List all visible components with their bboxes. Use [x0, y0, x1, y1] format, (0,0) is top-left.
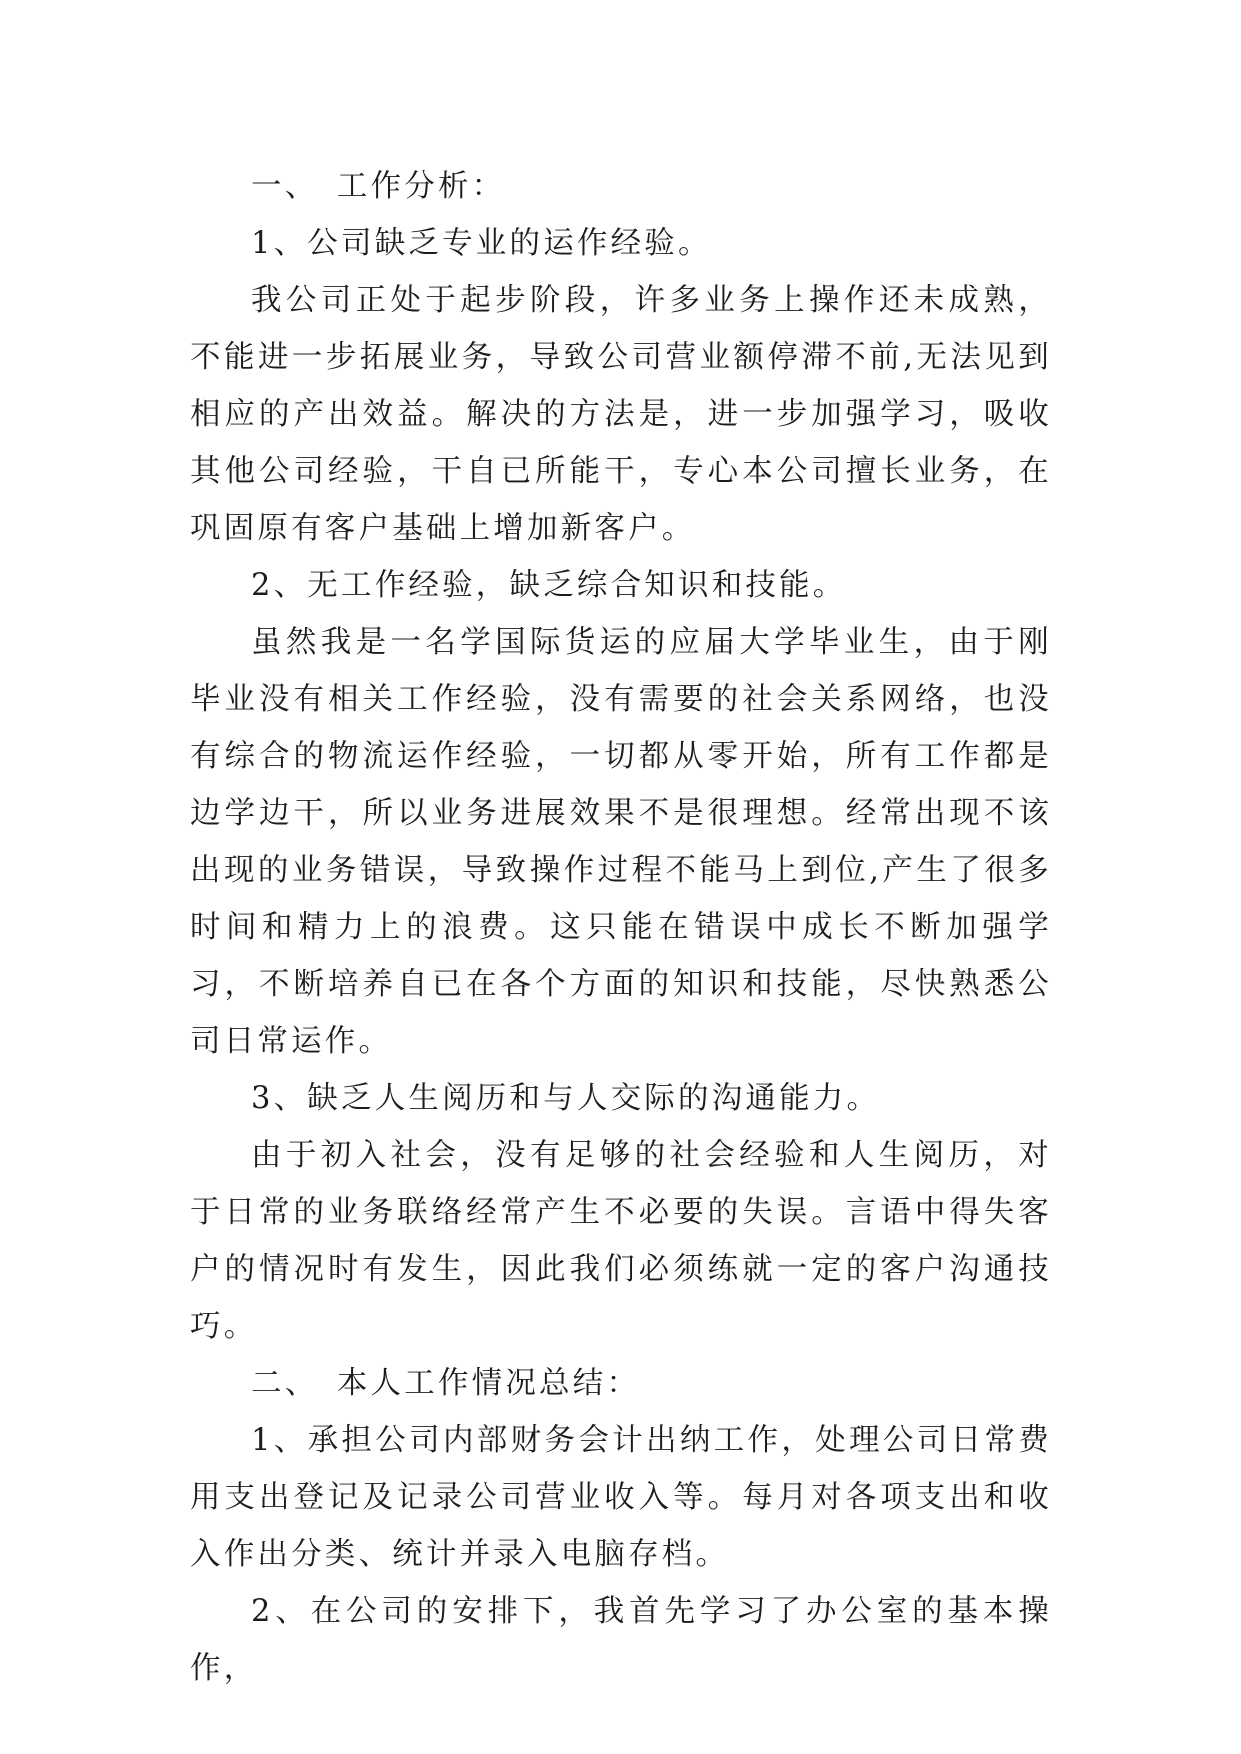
paragraph-finance-duties: 1、承担公司内部财务会计出纳工作，处理公司日常费用支出登记及记录公司营业收入等。每月对各项支出和收入作出分类、统计并录入电脑存档。 — [190, 1423, 1052, 1572]
section-heading-work-summary: 二、 本人工作情况总结： — [251, 1366, 641, 1401]
section-heading-work-analysis: 一、 工作分析： — [251, 169, 506, 204]
paragraph-new-to-society: 由于初入社会，没有足够的社会经验和人生阅历，对于日常的业务联络经常产生不必要的失误。言语中得失客户的情况时有发生，因此我们必须练就一定的客户沟通技巧。 — [190, 1138, 1052, 1344]
paragraph-office-training: 2、在公司的安排下，我首先学习了办公室的基本操作， — [190, 1594, 1052, 1686]
document-body — [190, 158, 1052, 1697]
subheading-communication: 3、缺乏人生阅历和与人交际的沟通能力。 — [251, 1081, 881, 1116]
paragraph-startup-stage: 我公司正处于起步阶段，许多业务上操作还未成熟，不能进一步拓展业务，导致公司营业额停滞不前,无法见到相应的产出效益。解决的方法是，进一步加强学习，吸收其他公司经验，干自已所能干，专心本公司擅长业务，在巩固原有客户基础上增加新客户。 — [190, 283, 1052, 546]
subheading-lack-of-experience: 1、公司缺乏专业的运作经验。 — [251, 226, 712, 261]
paragraph-graduate: 虽然我是一名学国际货运的应届大学毕业生，由于刚毕业没有相关工作经验，没有需要的社会关系网络，也没有综合的物流运作经验，一切都从零开始，所有工作都是边学边干，所以业务进展效果不是很理想。经常出现不该出现的业务错误，导致操作过程不能马上到位,产生了很多时间和精力上的浪费。这只能在错误中成长不断加强学习，不断培养自已在各个方面的知识和技能，尽快熟悉公司日常运作。 — [190, 625, 1052, 1059]
subheading-no-work-experience: 2、无工作经验，缺乏综合知识和技能。 — [251, 568, 847, 603]
